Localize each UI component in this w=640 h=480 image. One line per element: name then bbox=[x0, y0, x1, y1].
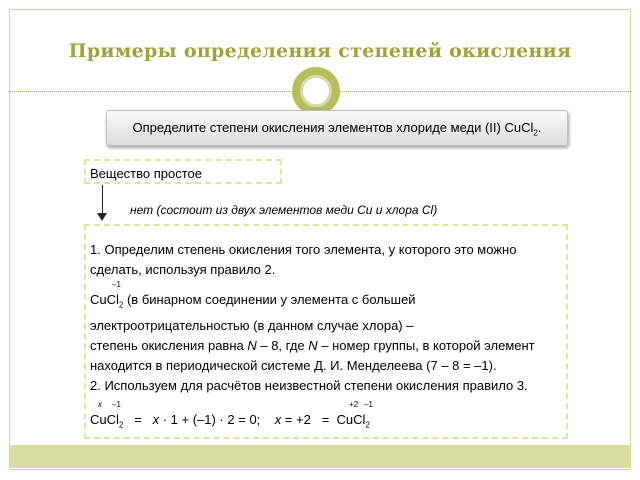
solution-line-3-rest: (в бинарном соединении у элемента с большей bbox=[123, 292, 416, 307]
solution-line-5 bbox=[90, 336, 562, 356]
eq-x2: x bbox=[274, 411, 282, 427]
sup-x: x bbox=[98, 399, 102, 409]
slide-title: Примеры определения степеней окисления bbox=[68, 40, 572, 62]
line5-n2: N bbox=[308, 337, 318, 353]
formula-cucl2: CuCl bbox=[90, 292, 119, 307]
sup-plus2: +2 bbox=[349, 399, 359, 409]
solution-line-3 bbox=[90, 290, 562, 316]
formula-subscript: 2 bbox=[118, 300, 124, 310]
equation-line bbox=[90, 410, 562, 436]
eq-formula-2: CuCl bbox=[336, 411, 366, 427]
line5-part-a: степень окисления равна bbox=[90, 337, 248, 353]
line5-part-b: – 8, где bbox=[256, 337, 309, 353]
eq-subscript: 2 bbox=[118, 420, 124, 430]
eq-mid-b: · 1 + (–1) · 2 = 0; bbox=[159, 411, 275, 427]
task-box bbox=[106, 110, 568, 146]
answer-note: нет (состоит из двух элементов меди Cu и хлора Cl) bbox=[130, 203, 438, 217]
eq-mid-c: = +2 = bbox=[281, 411, 337, 427]
task-end: . bbox=[537, 120, 542, 135]
eq-x: x bbox=[152, 411, 160, 427]
solution-line-4: электроотрицательностью (в данном случае хлора) – bbox=[90, 317, 414, 333]
oxidation-state-cl: –1 bbox=[112, 280, 121, 289]
arrow-down-icon bbox=[97, 213, 107, 221]
eq-formula: CuCl bbox=[90, 411, 119, 427]
simple-substance-label: Вещество простое bbox=[90, 166, 203, 181]
eq-subscript-2: 2 bbox=[365, 420, 370, 430]
line5-n1: N bbox=[247, 337, 257, 353]
sup-minus1-b: –1 bbox=[364, 399, 373, 409]
oxidation-sup-row-1 bbox=[90, 280, 562, 290]
arrow-line bbox=[102, 185, 103, 215]
bottom-bar bbox=[9, 445, 631, 468]
line5-part-c: – номер группы, в которой элемент bbox=[317, 337, 535, 353]
eq-mid-a: = bbox=[123, 411, 153, 427]
sup-minus1: –1 bbox=[112, 399, 121, 409]
solution-box bbox=[84, 224, 568, 439]
solution-line-6: находится в периодической системе Д. И. Менделеева (7 – 8 = –1). bbox=[90, 357, 497, 373]
task-text: Определите степени окисления элементов хлориде меди (II) CuCl bbox=[132, 120, 534, 135]
solution-line-1: 1. Определим степень окисления того элемента, у которого это можно bbox=[90, 242, 517, 257]
solution-line-7: 2. Используем для расчётов неизвестной степени окисления правило 3. bbox=[90, 377, 528, 393]
task-subscript: 2 bbox=[533, 128, 538, 138]
oxidation-sup-row-2 bbox=[90, 400, 562, 410]
decorative-circle-inner bbox=[300, 75, 332, 107]
solution-line-2: сделать, используя правило 2. bbox=[90, 262, 276, 277]
simple-substance-box bbox=[84, 159, 282, 184]
